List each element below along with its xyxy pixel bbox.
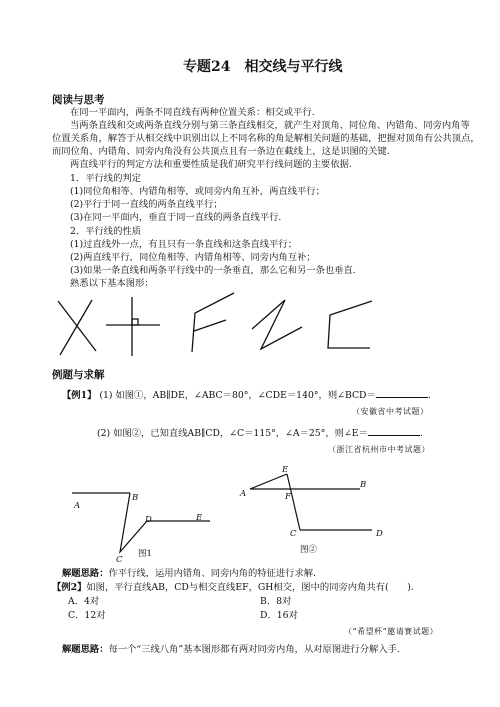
fig1-label-a: A xyxy=(74,501,81,511)
fig2-line-ec xyxy=(287,474,300,530)
familiar-text: 熟悉以下基本图形： xyxy=(70,278,154,289)
fig2-caption: 图② xyxy=(300,545,318,555)
example1-question2: (2) 如图②，已知直线AB∥CD，∠C＝115°，∠A＝25°，则∠E＝ . xyxy=(97,428,423,439)
solution-idea-2 xyxy=(62,643,400,656)
section-heading-examples: 例题与求解 xyxy=(52,369,105,381)
fig2-label-e: E xyxy=(282,465,289,475)
option-d[interactable]: D．16对 xyxy=(260,610,298,621)
intro-line-3: 位置关系角，解答于从相交线中识别出以上不同名称的角是解相关问题的基础，把握对顶角有公共顶点， xyxy=(52,133,480,144)
fig1-label-e: E xyxy=(196,513,203,523)
solution-idea-1-label: 解题思路： xyxy=(62,568,109,579)
intro-line-2: 当两条直线和交或两条直线分别与第三条直线相交，就产生对顶角、同位角、内错角、同旁内角等 xyxy=(70,120,470,131)
judge-item-2: (2)平行于同一直线的两条直线平行； xyxy=(70,199,223,210)
example2-source: （“希望杯”邀请赛试题） xyxy=(344,627,439,636)
property-item-1: (1)过直线外一点，有且只有一条直线和这条直线平行； xyxy=(70,239,297,250)
fig2-label-a: A xyxy=(240,489,247,499)
property-heading: 2．平行线的性质 xyxy=(70,226,141,237)
fig2-label-f: F xyxy=(285,492,291,502)
intro-line-4: 而同位角、内错角、同旁内角没有公共顶点且有一条边在截线上，这是识图的关键. xyxy=(52,146,390,157)
option-c[interactable]: C．12对 xyxy=(68,610,106,621)
fig1-caption: 图1 xyxy=(138,549,152,559)
example2-question xyxy=(52,581,414,594)
judge-heading: 1．平行线的判定 xyxy=(70,173,141,184)
fig2-label-c: C xyxy=(290,529,297,539)
example1-question1: 【例1】 (1) 如图①，AB∥DE，∠ABC＝80°，∠CDE＝140°，则∠BCD＝ . xyxy=(62,390,431,401)
fig2-label-d: D xyxy=(376,529,383,539)
fig1-label-c: C xyxy=(116,555,123,565)
solution-idea-1-text: 作平行线，运用内错角、同旁内角的特征进行求解. xyxy=(108,568,316,579)
page-title: 专题24 相交线与平行线 xyxy=(183,59,343,75)
fig2-line-ae xyxy=(250,474,287,489)
example1-label: 【例1】 xyxy=(62,390,97,401)
judge-item-1: (1)同位角相等、内错角相等，或同旁内角互补，两直线平行； xyxy=(70,186,325,197)
solution-idea-2-text: 每一个“三线八角”基本图形都有两对同旁内角，从对原图进行分解入手. xyxy=(108,644,400,655)
property-item-2: (2)两直线平行，同位角相等、内错角相等、同旁内角互补； xyxy=(70,252,316,263)
fig2-label-b: B xyxy=(360,480,367,490)
example2-text: 如图，平行直线AB，CD与相交直线EF，GH相交，图中的同旁内角共有( ). xyxy=(86,582,414,593)
example1-q2-text: (2) 如图②，已知直线AB∥CD，∠C＝115°，∠A＝25°，则∠E＝ xyxy=(97,428,368,439)
fig1-label-b: B xyxy=(132,493,139,503)
judge-item-3: (3)在同一平面内，垂直于同一直线的两条直线平行. xyxy=(70,212,282,223)
property-item-3: (3)如果一条直线和两条平行线中的一条垂直，那么它和另一条也垂直. xyxy=(70,265,356,276)
intro-line-1: 在同一平面内，两条不同直线有两种位置关系：相交或平行. xyxy=(70,107,315,118)
example1-source1: （安徽省中考试题） xyxy=(352,407,429,416)
option-b[interactable]: B．8对 xyxy=(260,596,292,607)
solution-idea-2-label: 解题思路： xyxy=(62,644,109,655)
section-heading-reading: 阅读与思考 xyxy=(52,94,105,106)
solution-idea-1 xyxy=(62,567,316,580)
example1-source2: （浙江省杭州市中考试题） xyxy=(328,445,430,454)
intro-line-5: 两直线平行的判定方法和重要性质是我们研究平行线问题的主要依据. xyxy=(70,159,352,170)
fig1-label-d: D xyxy=(145,515,152,525)
option-a[interactable]: A．4对 xyxy=(68,596,100,607)
example1-q1-text: (1) 如图①，AB∥DE，∠ABC＝80°，∠CDE＝140°，则∠BCD＝ xyxy=(99,390,376,401)
example2-label: 【例2】 xyxy=(52,582,87,593)
